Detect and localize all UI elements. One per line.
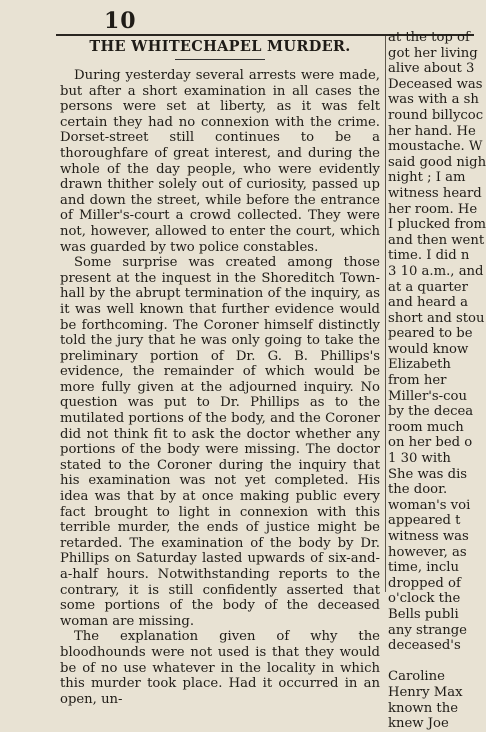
- adjacent-column-line: got her living: [388, 45, 478, 61]
- column-divider: [385, 36, 386, 592]
- adjacent-column-line: Henry Max: [388, 684, 463, 700]
- article-column: [60, 38, 380, 707]
- adjacent-column-line: Deceased was: [388, 76, 483, 92]
- adjacent-column-line: Elizabeth: [388, 357, 451, 373]
- adjacent-column-line: woman's voi: [388, 497, 471, 513]
- adjacent-column-line: round billycoc: [388, 107, 484, 123]
- adjacent-column-line: any strange: [388, 622, 467, 638]
- adjacent-column-line: Bells publi: [388, 606, 459, 622]
- adjacent-column-line: witness was: [388, 529, 469, 544]
- adjacent-column-line: knew Joe: [388, 716, 449, 732]
- adjacent-column-line: time, inclu: [388, 560, 460, 576]
- adjacent-column-line: appeared t: [388, 513, 461, 529]
- adjacent-column-line: at the top of: [388, 30, 470, 45]
- adjacent-column-line: short and stou: [388, 310, 485, 326]
- adjacent-column-line: was with a sh: [388, 92, 479, 108]
- adjacent-column-line: her hand. He: [388, 123, 476, 139]
- adjacent-column-line: moustache. W: [388, 139, 483, 155]
- adjacent-column-line: 1 30 with: [388, 451, 451, 467]
- adjacent-column-line: witness heard: [388, 185, 482, 201]
- adjacent-column-line: and heard a: [388, 295, 468, 311]
- headline: THE WHITECHAPEL MURDER.: [89, 38, 351, 55]
- adjacent-column-line: deceased's: [388, 638, 461, 654]
- adjacent-column: [388, 30, 486, 732]
- adjacent-column-line: night ; I am: [388, 170, 466, 186]
- adjacent-column-line: 3 10 a.m., and: [388, 263, 484, 279]
- adjacent-column-line: Miller's-cou: [388, 388, 467, 404]
- adjacent-column-line: [388, 654, 474, 670]
- adjacent-column-line: at a quarter: [388, 279, 468, 295]
- adjacent-column-line: said good nigh: [388, 154, 486, 170]
- adjacent-column-line: and then went: [388, 232, 485, 248]
- adjacent-column-line: peared to be: [388, 326, 473, 342]
- adjacent-column-line: would know: [388, 341, 469, 357]
- adjacent-column-line: however, as: [388, 544, 467, 560]
- page-number: 10: [104, 8, 137, 34]
- adjacent-column-line: by the decea: [388, 404, 474, 420]
- adjacent-column-line: on her bed o: [388, 435, 473, 451]
- adjacent-column-line: She was dis: [388, 466, 468, 482]
- adjacent-column-line: from her: [388, 373, 447, 389]
- paragraph-2: Some surprise was created among those present at the inquest in the Shoreditch Town-hall by the abrupt termination of the inquiry, as it was well known that further evidence would be forthcoming. The Coroner himself distinctly told the jury that he was only going to take the preliminary portion of Dr. G. B. Phillips's evidence, the remainder of which would be more fully given at the adjourned inquiry. No question was put to Dr. Phillips as to the mutilated portions of the body, and the Coroner did not think fit to ask the doctor whether any portions of the body were missing. The doctor stated to the Coroner during the inquiry that his examination was not yet completed. His idea was that by at once making public every fact brought to light in connexion with this terrible murder, the ends of justice might be retarded. The examination of the body by Dr. Phillips on Saturday lasted upwards of six-and-a-half hours. Notwithstanding reports to the contrary, it is still confidently asserted that some portions of the body of the deceased woman are missing.: [60, 255, 380, 629]
- adjacent-column-line: time. I did n: [388, 248, 470, 264]
- adjacent-column-line: o'clock the: [388, 591, 461, 607]
- paragraph-3: The explanation given of why the bloodhounds were not used is that they would be of no use whatever in the locality in which this murder took place. Had it occurred in an open, un-: [60, 629, 380, 707]
- adjacent-column-line: known the: [388, 700, 458, 716]
- adjacent-column-line: her room. He: [388, 201, 478, 217]
- adjacent-column-line: dropped of: [388, 575, 461, 591]
- headline-rule: [175, 59, 265, 60]
- adjacent-column-line: I plucked from: [388, 217, 486, 233]
- paragraph-1: During yesterday several arrests were made, but after a short examination in all cases the persons were set at liberty, as it was felt certain they had no connexion with the crime. Dorset-street still continues to be a thoroughfare of great interest, and during the whole of the day people, who were evidently drawn thither solely out of curiosity, passed up and down the street, while before the entrance of Miller's-court a crowd collected. They were not, however, allowed to enter the court, which was guarded by two police constables.: [60, 68, 380, 255]
- adjacent-column-line: alive about 3: [388, 61, 475, 77]
- adjacent-column-line: room much: [388, 419, 464, 435]
- adjacent-column-line: the door.: [388, 482, 448, 498]
- adjacent-column-line: Caroline: [388, 669, 445, 685]
